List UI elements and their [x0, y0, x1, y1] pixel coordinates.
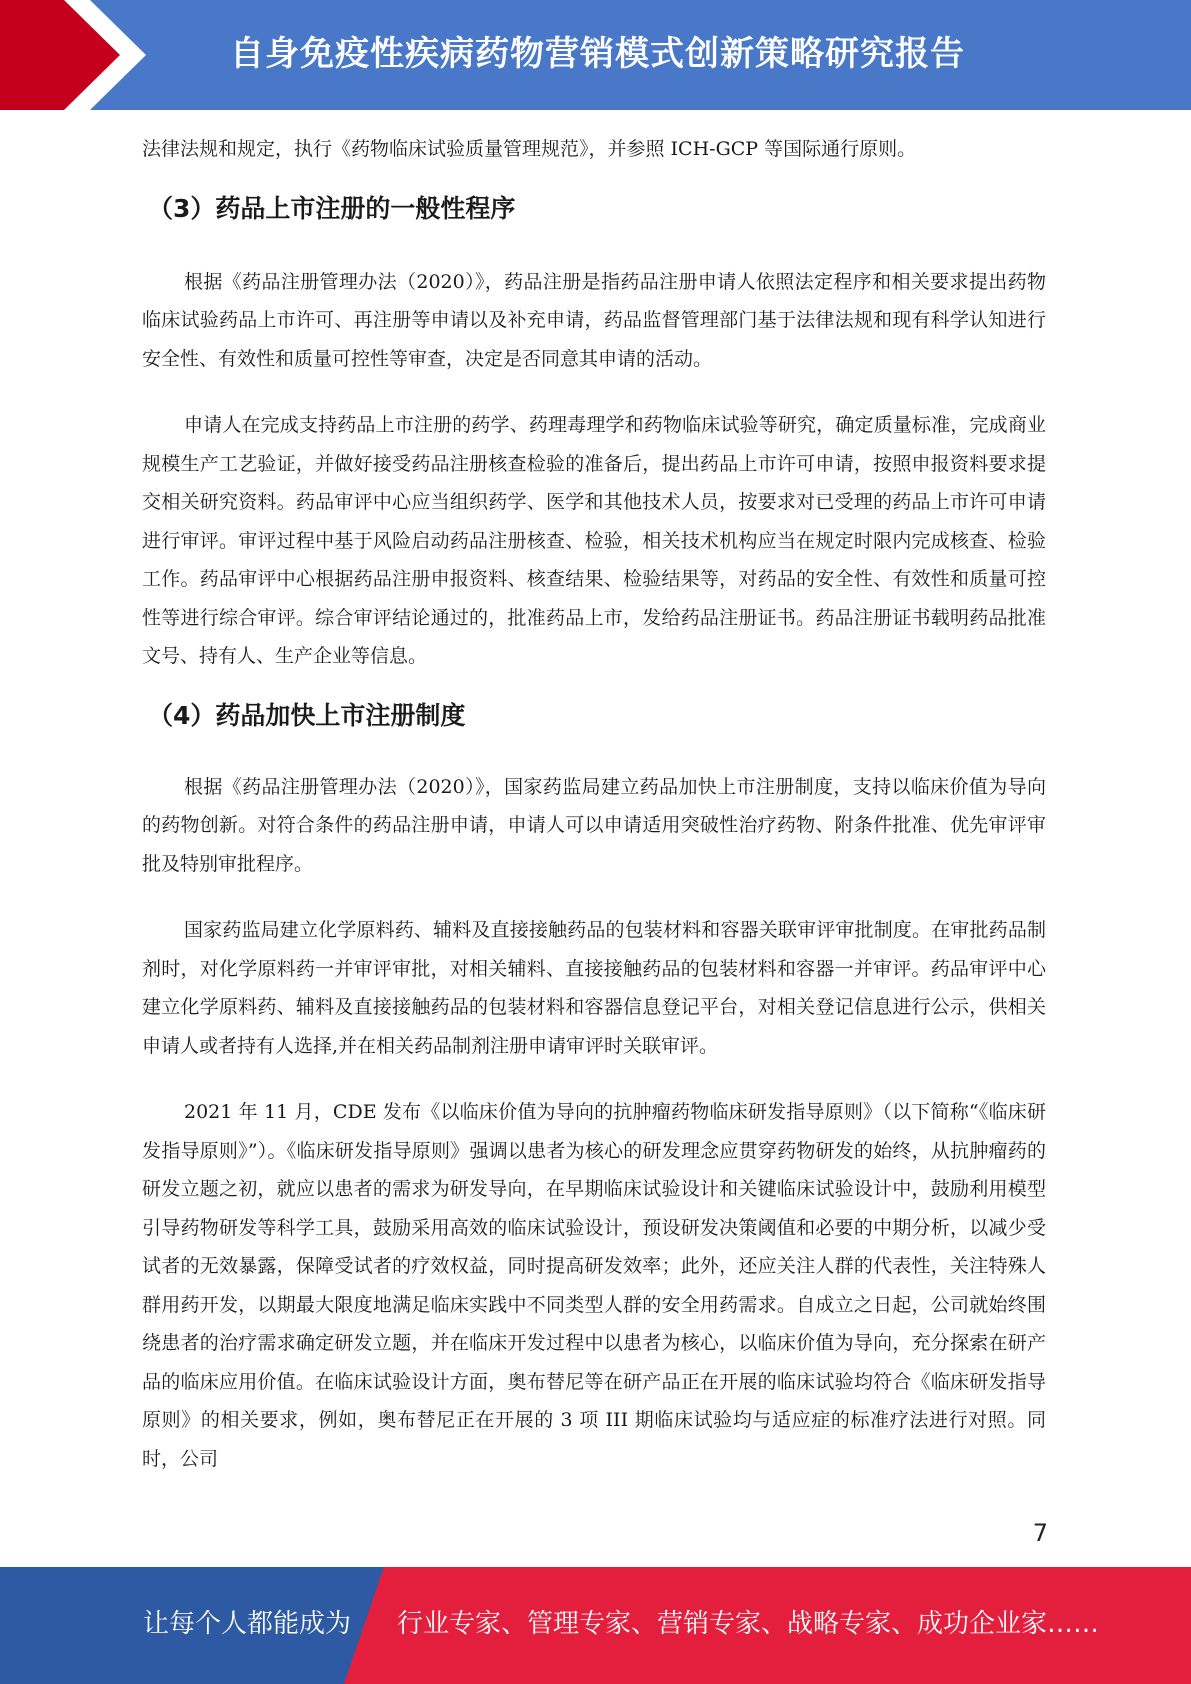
header-red-chevron	[0, 0, 150, 110]
page-footer	[0, 1567, 1191, 1684]
section-4-paragraph-3: 2021 年 11 月，CDE 发布《以临床价值为导向的抗肿瘤药物临床研发指导原则》（以下简称“《临床研发指导原则》”）。《临床研发指导原则》强调以患者为核心的研发理念应贯穿药物研发的始终，从抗肿瘤药的研发立题之初，就应以患者的需求为研发导向，在早期临床试验设计和关键临床试验设计中，鼓励利用模型引导药物研发等科学工具，鼓励采用高效的临床试验设计，预设研发决策阈值和必要的中期分析，以减少受试者的无效暴露，保障受试者的疗效权益，同时提高研发效率；此外，还应关注人群的代表性，关注特殊人群用药开发，以期最大限度地满足临床实践中不同类型人群的安全用药需求。自成立之日起，公司就始终围绕患者的治疗需求确定研发立题，并在临床开发过程中以患者为核心，以临床价值为导向，充分探索在研产品的临床应用价值。在临床试验设计方面，奥布替尼等在研产品正在开展的临床试验均符合《临床研发指导原则》的相关要求，例如，奥布替尼正在开展的 3 项 III 期临床试验均与适应症的标准疗法进行对照。同时，公司	[142, 1101, 1046, 1470]
section-4-paragraph-2: 国家药监局建立化学原料药、辅料及直接接触药品的包装材料和容器关联审评审批制度。在审批药品制剂时，对化学原料药一并审评审批，对相关辅料、直接接触药品的包装材料和容器一并审评。药品审评中心建立化学原料药、辅料及直接接触药品的包装材料和容器信息登记平台，对相关登记信息进行公示，供相关申请人或者持有人选择,并在相关药品制剂注册申请审评时关联审评。	[142, 919, 1046, 1057]
page-content	[142, 130, 1046, 1478]
section-3-heading: （3）药品上市注册的一般性程序	[148, 193, 516, 223]
section-3-paragraph-2: 申请人在完成支持药品上市注册的药学、药理毒理学和药物临床试验等研究，确定质量标准，完成商业规模生产工艺验证，并做好接受药品注册核查检验的准备后，提出药品上市许可申请，按照申报资料要求提交相关研究资料。药品审评中心应当组织药学、医学和其他技术人员，按要求对已受理的药品上市许可申请进行审评。审评过程中基于风险启动药品注册核查、检验，相关技术机构应当在规定时限内完成核查、检验工作。药品审评中心根据药品注册申报资料、核查结果、检验结果等，对药品的安全性、有效性和质量可控性等进行综合审评。综合审评结论通过的，批准药品上市，发给药品注册证书。药品注册证书载明药品批准文号、持有人、生产企业等信息。	[142, 414, 1046, 667]
section-3-paragraph-1: 根据《药品注册管理办法（2020）》，药品注册是指药品注册申请人依照法定程序和相关要求提出药物临床试验药品上市许可、再注册等申请以及补充申请，药品监督管理部门基于法律法规和现有科学认知进行安全性、有效性和质量可控性等审查，决定是否同意其申请的活动。	[142, 270, 1046, 370]
section-4-heading: （4）药品加快上市注册制度	[148, 700, 466, 730]
section-4-paragraph-1: 根据《药品注册管理办法（2020）》，国家药监局建立药品加快上市注册制度，支持以临床价值为导向的药物创新。对符合条件的药品注册申请，申请人可以申请适用突破性治疗药物、附条件批准、优先审评审批及特别审批程序。	[142, 775, 1046, 875]
footer-slogan-right: 行业专家、管理专家、营销专家、战略专家、成功企业家……	[397, 1609, 1100, 1639]
intro-paragraph: 法律法规和规定，执行《药物临床试验质量管理规范》，并参照 ICH-GCP 等国际通行原则。	[142, 138, 917, 160]
page-header	[0, 0, 1191, 110]
footer-slogan-left: 让每个人都能成为	[143, 1609, 352, 1639]
document-title: 自身免疫性疾病药物营销模式创新策略研究报告	[230, 34, 965, 74]
page-number: 7	[1032, 1519, 1048, 1547]
